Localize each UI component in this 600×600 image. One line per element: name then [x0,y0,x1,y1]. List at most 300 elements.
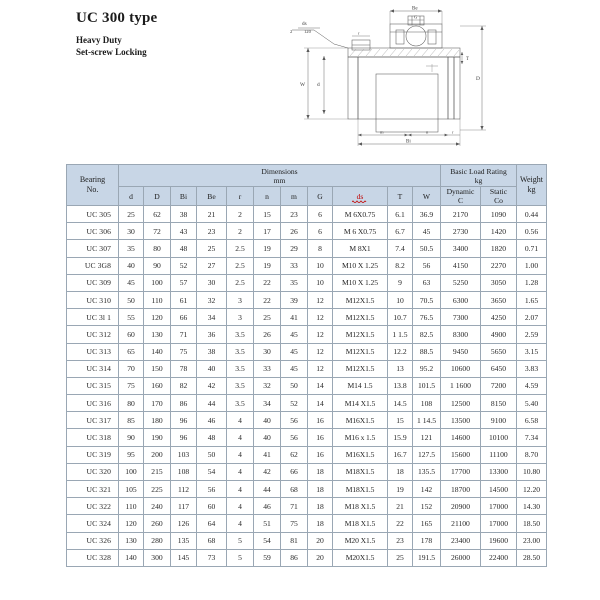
dim-G-cell: 16 [308,446,333,463]
dim-G-cell: 20 [308,532,333,549]
dim-T-cell: 8.2 [388,257,413,274]
dim-d-cell: 65 [119,343,144,360]
dim-m-cell: 35 [281,274,308,291]
header-load-line1: Basic Load Rating [450,166,507,176]
dim-D-cell: 160 [144,377,171,394]
dim-T-cell: 23 [388,532,413,549]
dim-n-cell: 40 [254,429,281,446]
dim-r-cell: 2.5 [227,274,254,291]
dim-W-cell: 165 [413,515,441,532]
dim-D-cell: 170 [144,395,171,412]
dim-m-cell: 23 [281,206,308,223]
dim-Bi-cell: 135 [171,532,197,549]
dim-G-cell: 12 [308,326,333,343]
bearing-no-cell: UC 3l 1 [67,309,119,326]
header-dynamic-line1: Dynamic [446,187,475,196]
dim-G-cell: 18 [308,481,333,498]
dim-W-cell: 76.5 [413,309,441,326]
dim-n-cell: 42 [254,463,281,480]
setscrew-thread-cell: M12X1.5 [333,343,388,360]
dynamic-load-cell: 2170 [441,206,481,223]
header-col-D: D [144,187,171,206]
dynamic-load-cell: 7300 [441,309,481,326]
dim-r-cell: 3 [227,309,254,326]
dim-r-cell: 4 [227,481,254,498]
weight-cell: 4.59 [517,377,547,394]
dim-Bi-cell: 66 [171,309,197,326]
dim-D-cell: 140 [144,343,171,360]
dim-Be-cell: 27 [197,257,227,274]
weight-cell: 1.28 [517,274,547,291]
dim-T-cell: 10.7 [388,309,413,326]
dim-m-cell: 52 [281,395,308,412]
dim-G-cell: 18 [308,463,333,480]
dim-W-cell: 70.5 [413,291,441,308]
dim-W-cell: 56 [413,257,441,274]
dim-G-cell: 6 [308,206,333,223]
dim-W-cell: 191.5 [413,549,441,566]
dim-r-cell: 4 [227,463,254,480]
dim-T-cell: 18 [388,463,413,480]
weight-cell: 6.58 [517,412,547,429]
static-load-cell: 5650 [481,343,517,360]
title-block [76,10,276,58]
dim-W-cell: 45 [413,223,441,240]
dim-Be-cell: 50 [197,446,227,463]
dim-d-cell: 105 [119,481,144,498]
svg-text:r: r [358,30,360,36]
bearing-no-cell: UC 317 [67,412,119,429]
static-load-cell: 9100 [481,412,517,429]
setscrew-thread-cell: M 6X0.75 [333,206,388,223]
weight-cell: 28.50 [517,549,547,566]
dim-G-cell: 12 [308,343,333,360]
static-load-cell: 1820 [481,240,517,257]
dim-W-cell: 108 [413,395,441,412]
bearing-no-cell: UC 324 [67,515,119,532]
header-col-static [481,187,517,206]
static-load-cell: 1420 [481,223,517,240]
dim-W-cell: 135.5 [413,463,441,480]
dim-m-cell: 26 [281,223,308,240]
dim-Bi-cell: 112 [171,481,197,498]
dim-T-cell: 7.4 [388,240,413,257]
dim-W-cell: 1 14.5 [413,412,441,429]
setscrew-thread-cell: M20X1.5 [333,549,388,566]
bearing-no-cell: UC 306 [67,223,119,240]
setscrew-thread-cell: M18X1.5 [333,463,388,480]
dim-Bi-cell: 117 [171,498,197,515]
dim-Bi-cell: 145 [171,549,197,566]
dim-d-cell: 35 [119,240,144,257]
dim-Bi-cell: 43 [171,223,197,240]
dim-D-cell: 72 [144,223,171,240]
bearing-no-cell: UC 316 [67,395,119,412]
dim-W-cell: 127.5 [413,446,441,463]
dim-r-cell: 2.5 [227,240,254,257]
dim-T-cell: 9 [388,274,413,291]
svg-text:n: n [426,129,429,135]
svg-text:2: 2 [290,29,293,34]
dim-D-cell: 280 [144,532,171,549]
dim-d-cell: 50 [119,291,144,308]
dim-G-cell: 8 [308,240,333,257]
dim-m-cell: 41 [281,309,308,326]
header-col-ds [333,187,388,206]
dim-T-cell: 22 [388,515,413,532]
weight-cell: 0.56 [517,223,547,240]
header-col-ds-text: ds [356,191,364,201]
static-load-cell: 10100 [481,429,517,446]
static-load-cell: 11100 [481,446,517,463]
dim-d-cell: 70 [119,360,144,377]
dynamic-load-cell: 13500 [441,412,481,429]
dim-T-cell: 6.7 [388,223,413,240]
dim-W-cell: 152 [413,498,441,515]
bearing-no-cell: UC 318 [67,429,119,446]
dim-m-cell: 45 [281,343,308,360]
dim-D-cell: 300 [144,549,171,566]
dim-n-cell: 30 [254,343,281,360]
dim-n-cell: 44 [254,481,281,498]
dim-W-cell: 142 [413,481,441,498]
dim-d-cell: 75 [119,377,144,394]
dim-Be-cell: 60 [197,498,227,515]
header-col-G: G [308,187,333,206]
setscrew-thread-cell: M20 X1.5 [333,532,388,549]
dynamic-load-cell: 21100 [441,515,481,532]
svg-text:G: G [414,14,418,20]
dim-d-cell: 110 [119,498,144,515]
dim-n-cell: 32 [254,377,281,394]
subtitle-heavy-duty: Heavy Duty [76,35,122,45]
dim-d-cell: 30 [119,223,144,240]
dim-Be-cell: 21 [197,206,227,223]
dim-r-cell: 3.5 [227,326,254,343]
weight-cell: 8.70 [517,446,547,463]
dim-D-cell: 130 [144,326,171,343]
dynamic-load-cell: 20900 [441,498,481,515]
svg-text:ds: ds [302,21,307,27]
dim-Be-cell: 34 [197,309,227,326]
dim-Bi-cell: 126 [171,515,197,532]
dim-m-cell: 86 [281,549,308,566]
header-col-dynamic [441,187,481,206]
dim-m-cell: 62 [281,446,308,463]
dim-r-cell: 3.5 [227,377,254,394]
dim-D-cell: 120 [144,309,171,326]
dim-m-cell: 39 [281,291,308,308]
table-row [67,309,547,326]
dim-Bi-cell: 96 [171,412,197,429]
weight-cell: 3.83 [517,360,547,377]
dim-r-cell: 3.5 [227,343,254,360]
dim-d-cell: 100 [119,463,144,480]
dim-m-cell: 45 [281,326,308,343]
dim-Be-cell: 48 [197,429,227,446]
dim-G-cell: 20 [308,549,333,566]
header-col-r: r [227,187,254,206]
static-load-cell: 3650 [481,291,517,308]
table-body [67,206,547,567]
weight-cell: 2.59 [517,326,547,343]
header-col-Be: Be [197,187,227,206]
dim-D-cell: 80 [144,240,171,257]
dim-G-cell: 10 [308,274,333,291]
setscrew-thread-cell: M10 X 1.25 [333,257,388,274]
spellcheck-squiggle-icon [352,200,368,203]
dim-r-cell: 4 [227,446,254,463]
header-bearing-no [67,165,119,206]
dim-G-cell: 16 [308,412,333,429]
weight-cell: 1.00 [517,257,547,274]
header-load-line2: kg [474,175,483,185]
weight-cell: 0.71 [517,240,547,257]
header-area [0,0,600,152]
weight-cell: 14.30 [517,498,547,515]
setscrew-thread-cell: M12X1.5 [333,326,388,343]
dynamic-load-cell: 15600 [441,446,481,463]
table-row [67,481,547,498]
dynamic-load-cell: 6300 [441,291,481,308]
svg-text:120: 120 [304,29,311,34]
dim-G-cell: 12 [308,360,333,377]
dim-D-cell: 190 [144,429,171,446]
table-row [67,429,547,446]
weight-cell: 3.15 [517,343,547,360]
header-bearing-no-line1: Bearing [79,175,106,184]
dim-Be-cell: 23 [197,223,227,240]
dim-r-cell: 2.5 [227,257,254,274]
dim-W-cell: 63 [413,274,441,291]
dim-n-cell: 26 [254,326,281,343]
dim-Bi-cell: 57 [171,274,197,291]
dim-d-cell: 140 [119,549,144,566]
table-row [67,463,547,480]
table-row [67,498,547,515]
static-load-cell: 6450 [481,360,517,377]
dim-D-cell: 200 [144,446,171,463]
header-dynamic-line2: C [457,196,464,205]
svg-text:Bi: Bi [406,139,411,145]
weight-cell: 1.65 [517,291,547,308]
dim-G-cell: 12 [308,291,333,308]
dim-W-cell: 101.5 [413,377,441,394]
dim-r-cell: 5 [227,549,254,566]
dynamic-load-cell: 5250 [441,274,481,291]
dim-d-cell: 95 [119,446,144,463]
dim-d-cell: 40 [119,257,144,274]
table-row [67,223,547,240]
dim-n-cell: 19 [254,240,281,257]
weight-cell: 5.40 [517,395,547,412]
dim-m-cell: 56 [281,412,308,429]
static-load-cell: 2270 [481,257,517,274]
setscrew-thread-cell: M10 X 1.25 [333,274,388,291]
dim-T-cell: 25 [388,549,413,566]
bearing-no-cell: UC 315 [67,377,119,394]
weight-cell: 0.44 [517,206,547,223]
dim-Bi-cell: 108 [171,463,197,480]
setscrew-thread-cell: M 8X1 [333,240,388,257]
header-weight [517,165,547,206]
setscrew-thread-cell: M18 X1.5 [333,498,388,515]
bearing-no-cell: UC 3G8 [67,257,119,274]
dim-D-cell: 180 [144,412,171,429]
static-load-cell: 4250 [481,309,517,326]
bearing-no-cell: UC 310 [67,291,119,308]
setscrew-thread-cell: M14 X1.5 [333,395,388,412]
setscrew-thread-cell: M18 X1.5 [333,515,388,532]
bearing-no-cell: UC 321 [67,481,119,498]
static-load-cell: 8150 [481,395,517,412]
dim-n-cell: 33 [254,360,281,377]
dynamic-load-cell: 10600 [441,360,481,377]
dim-n-cell: 19 [254,257,281,274]
setscrew-thread-cell: M16X1.5 [333,412,388,429]
dim-Be-cell: 32 [197,291,227,308]
dynamic-load-cell: 26000 [441,549,481,566]
dim-W-cell: 50.5 [413,240,441,257]
svg-text:Be: Be [412,6,418,12]
table-row [67,206,547,223]
bearing-no-cell: UC 309 [67,274,119,291]
dim-Bi-cell: 96 [171,429,197,446]
dim-T-cell: 19 [388,481,413,498]
svg-text:d: d [317,82,320,88]
dim-Be-cell: 56 [197,481,227,498]
setscrew-thread-cell: M12X1.5 [333,360,388,377]
dim-Be-cell: 46 [197,412,227,429]
dim-r-cell: 4 [227,498,254,515]
dynamic-load-cell: 4150 [441,257,481,274]
static-load-cell: 19600 [481,532,517,549]
dim-W-cell: 178 [413,532,441,549]
dim-Bi-cell: 38 [171,206,197,223]
bearing-no-cell: UC 305 [67,206,119,223]
header-static-line2: Co [494,196,503,205]
dim-Be-cell: 44 [197,395,227,412]
table-row [67,326,547,343]
table-row [67,549,547,566]
dim-D-cell: 215 [144,463,171,480]
dim-Bi-cell: 86 [171,395,197,412]
dim-m-cell: 50 [281,377,308,394]
dim-D-cell: 150 [144,360,171,377]
dim-T-cell: 16.7 [388,446,413,463]
dim-n-cell: 15 [254,206,281,223]
dim-n-cell: 40 [254,412,281,429]
dim-W-cell: 82.5 [413,326,441,343]
dim-n-cell: 34 [254,395,281,412]
dim-D-cell: 90 [144,257,171,274]
dim-n-cell: 25 [254,309,281,326]
bearing-no-cell: UC 312 [67,326,119,343]
subtitle-locking: Set-screw Locking [76,47,147,57]
dim-r-cell: 2 [227,223,254,240]
setscrew-thread-cell: M 6 X0.75 [333,223,388,240]
dim-T-cell: 13 [388,360,413,377]
dim-Bi-cell: 52 [171,257,197,274]
dim-m-cell: 56 [281,429,308,446]
dynamic-load-cell: 14600 [441,429,481,446]
dim-Be-cell: 68 [197,532,227,549]
dim-Bi-cell: 78 [171,360,197,377]
dim-D-cell: 240 [144,498,171,515]
header-col-T: T [388,187,413,206]
dim-Bi-cell: 61 [171,291,197,308]
dim-G-cell: 12 [308,309,333,326]
dim-m-cell: 33 [281,257,308,274]
bearing-no-cell: UC 326 [67,532,119,549]
dim-Be-cell: 30 [197,274,227,291]
dynamic-load-cell: 17700 [441,463,481,480]
dynamic-load-cell: 2730 [441,223,481,240]
header-dimensions-group [119,165,441,187]
table-row [67,446,547,463]
dim-T-cell: 6.1 [388,206,413,223]
dim-d-cell: 60 [119,326,144,343]
table-head [67,165,547,206]
table-row [67,412,547,429]
dim-n-cell: 17 [254,223,281,240]
dim-T-cell: 12.2 [388,343,413,360]
header-load-rating-group [441,165,517,187]
svg-text:D: D [476,76,480,82]
header-dimensions-line1: Dimensions [261,166,298,176]
dim-G-cell: 16 [308,429,333,446]
dim-T-cell: 10 [388,291,413,308]
dynamic-load-cell: 8300 [441,326,481,343]
dim-m-cell: 68 [281,481,308,498]
table-row [67,274,547,291]
dim-d-cell: 85 [119,412,144,429]
static-load-cell: 3050 [481,274,517,291]
dim-n-cell: 22 [254,291,281,308]
dim-d-cell: 25 [119,206,144,223]
dim-m-cell: 71 [281,498,308,515]
weight-cell: 18.50 [517,515,547,532]
dim-D-cell: 260 [144,515,171,532]
dim-T-cell: 1 1.5 [388,326,413,343]
dim-n-cell: 59 [254,549,281,566]
dim-Be-cell: 73 [197,549,227,566]
table-row [67,240,547,257]
bearing-no-cell: UC 322 [67,498,119,515]
dim-r-cell: 3 [227,291,254,308]
weight-cell: 23.00 [517,532,547,549]
dim-d-cell: 80 [119,395,144,412]
dim-G-cell: 14 [308,395,333,412]
bearing-no-cell: UC 307 [67,240,119,257]
dim-G-cell: 18 [308,515,333,532]
dim-W-cell: 88.5 [413,343,441,360]
dim-D-cell: 100 [144,274,171,291]
header-dimensions-line2: mm [273,175,286,185]
dim-T-cell: 15.9 [388,429,413,446]
header-weight-line2: kg [527,185,536,194]
dim-D-cell: 62 [144,206,171,223]
dynamic-load-cell: 12500 [441,395,481,412]
dim-d-cell: 120 [119,515,144,532]
dim-m-cell: 29 [281,240,308,257]
table-row [67,257,547,274]
dim-Be-cell: 36 [197,326,227,343]
dim-m-cell: 75 [281,515,308,532]
dim-Bi-cell: 71 [171,326,197,343]
dim-n-cell: 22 [254,274,281,291]
bearing-no-cell: UC 320 [67,463,119,480]
